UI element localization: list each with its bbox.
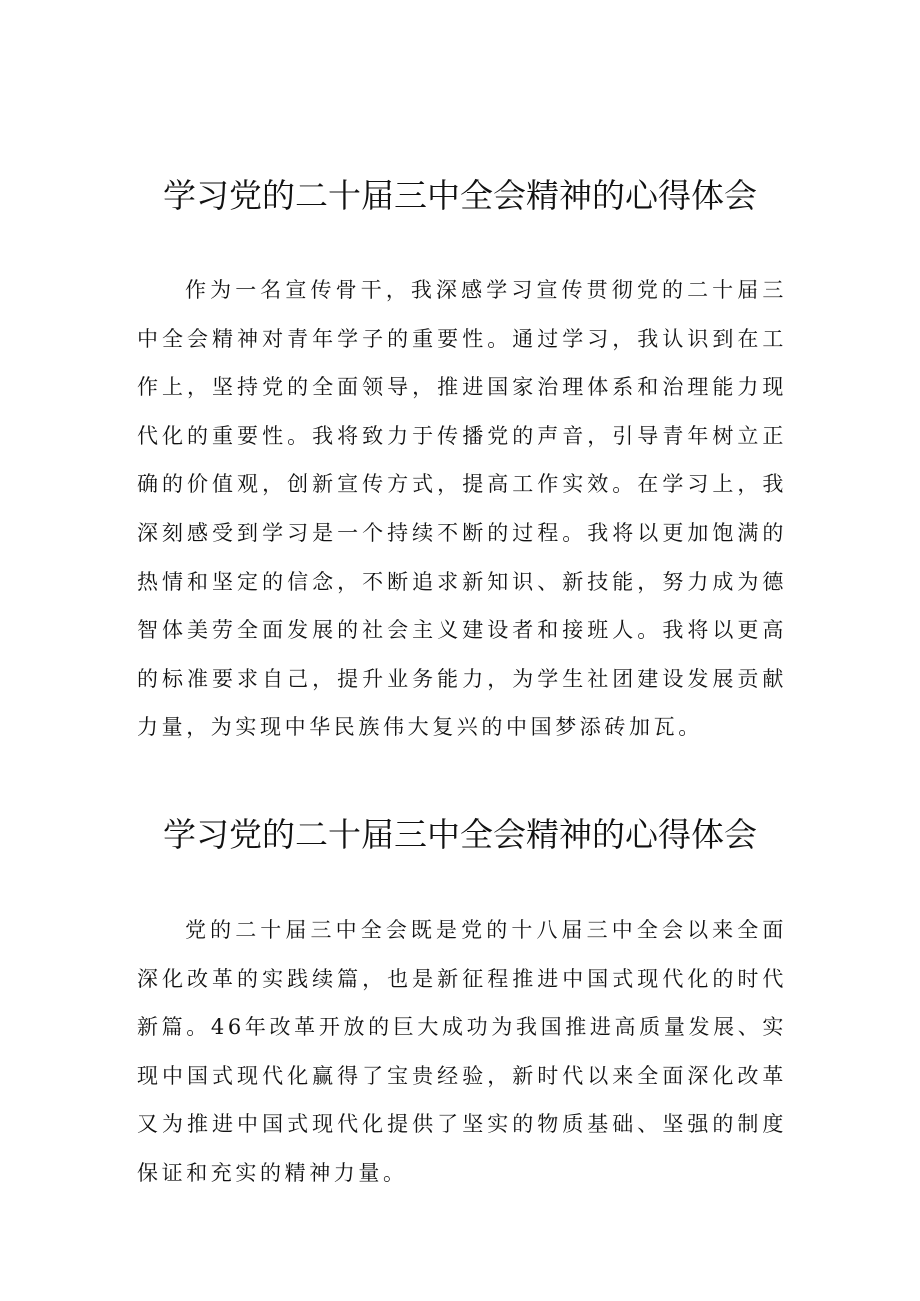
section-2-title: 学习党的二十届三中全会精神的心得体会: [163, 815, 757, 854]
section-2-paragraph: 党的二十届三中全会既是党的十八届三中全会以来全面深化改革的实践续篇，也是新征程推进中国式现代化的时代新篇。46年改革开放的巨大成功为我国推进高质量发展、实现中国式现代化赢得了宝贵经验，新时代以来全面深化改革又为推进中国式现代化提供了坚实的物质基础、坚强的制度保证和充实的精神力量。: [137, 918, 787, 1185]
section-1-paragraph: 作为一名宣传骨干，我深感学习宣传贯彻党的二十届三中全会精神对青年学子的重要性。通过学习，我认识到在工作上，坚持党的全面领导，推进国家治理体系和治理能力现代化的重要性。我将致力于传播党的声音，引导青年树立正确的价值观，创新宣传方式，提高工作实效。在学习上，我深刻感受到学习是一个持续不断的过程。我将以更加饱满的热情和坚定的信念，不断追求新知识、新技能，努力成为德智体美劳全面发展的社会主义建设者和接班人。我将以更高的标准要求自己，提升业务能力，为学生社团建设发展贡献力量，为实现中华民族伟大复兴的中国梦添砖加瓦。: [137, 278, 787, 740]
section-1-title: 学习党的二十届三中全会精神的心得体会: [163, 176, 757, 215]
